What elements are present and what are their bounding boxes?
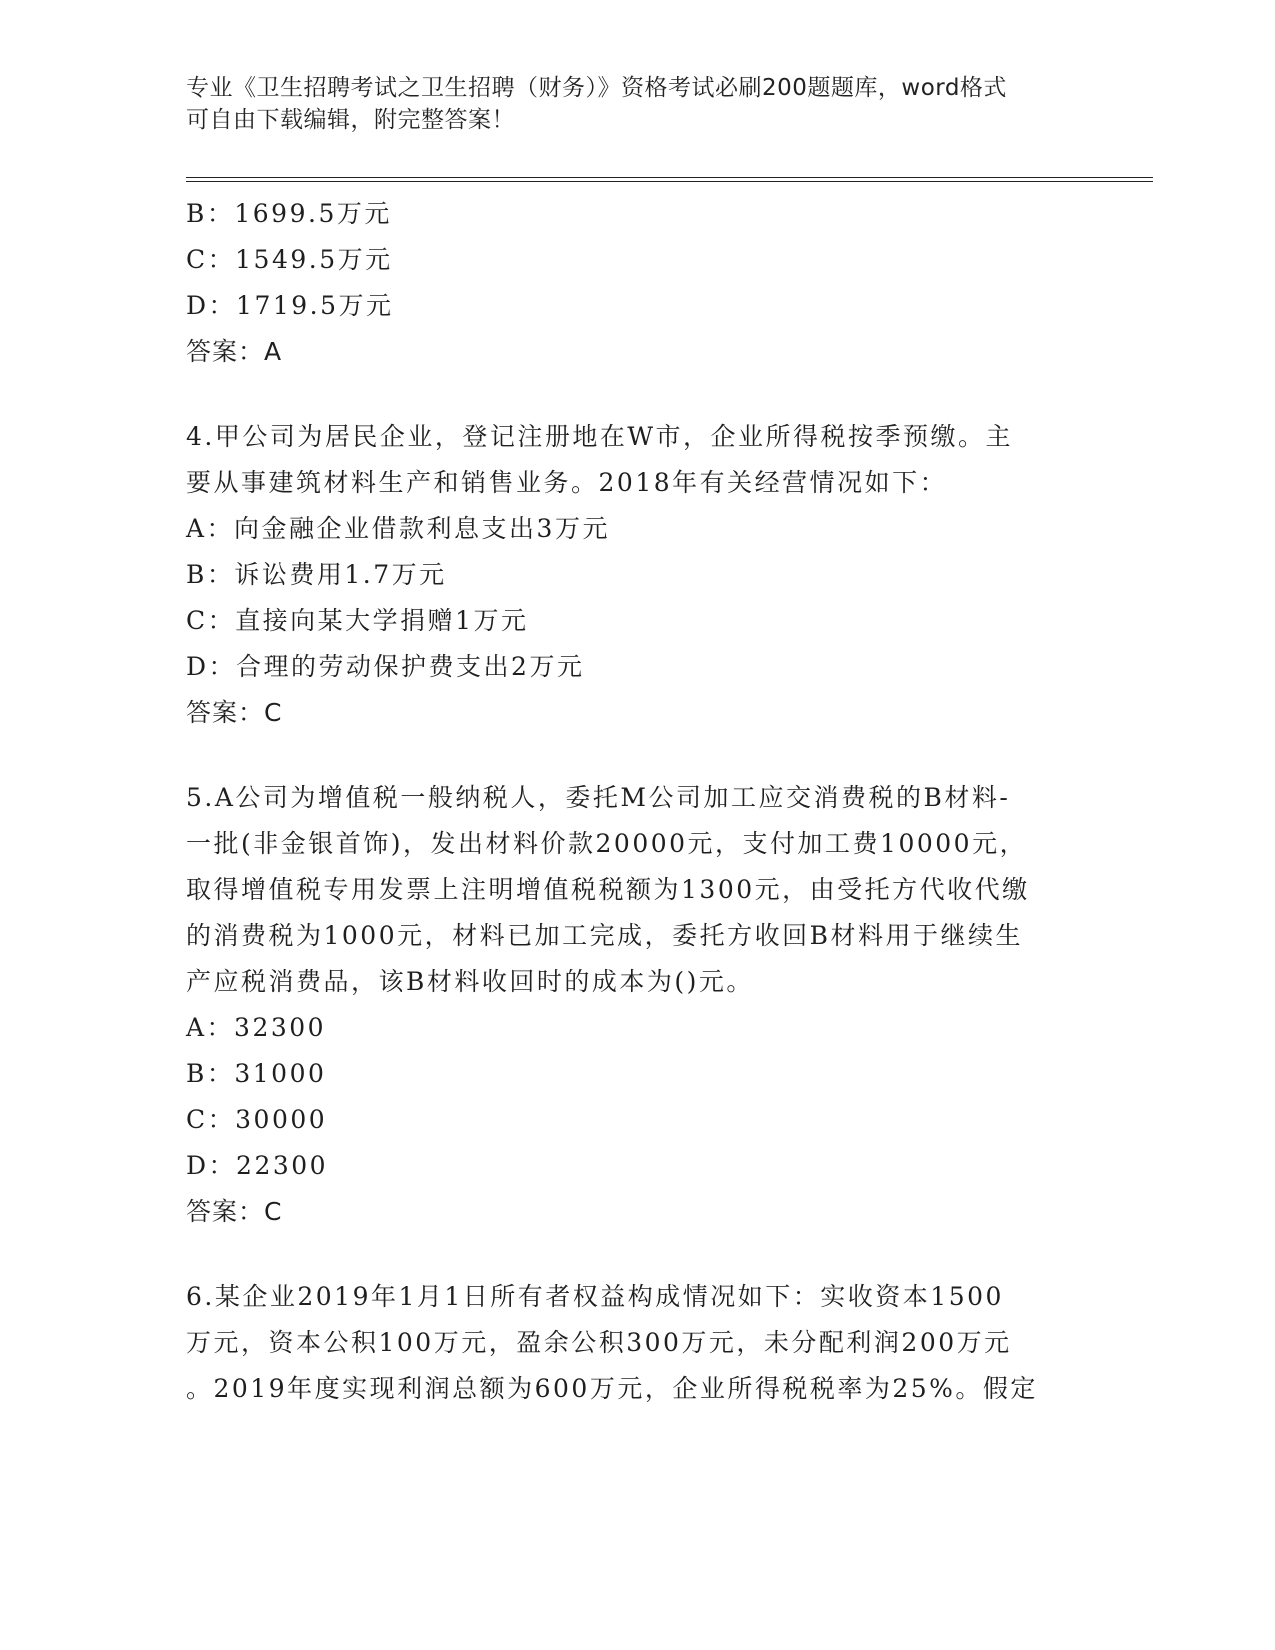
- question-spacer: [186, 375, 1086, 414]
- option-c: C：30000: [186, 1105, 328, 1134]
- question-3-tail: [186, 191, 1086, 375]
- option-d: D：合理的劳动保护费支出2万元: [186, 652, 585, 681]
- question-stem-line: 一批(非金银首饰)，发出材料价款20000元，支付加工费10000元，: [186, 829, 1028, 858]
- question-stem-line: 4.甲公司为居民企业，登记注册地在W市，企业所得税按季预缴。主: [186, 422, 1014, 451]
- question-stem-line: 5.A公司为增值税一般纳税人，委托M公司加工应交消费税的B材料-: [186, 783, 1011, 812]
- header-divider-bottom: [186, 181, 1153, 182]
- answer-line: 答案：C: [186, 1197, 283, 1226]
- question-spacer: [186, 736, 1086, 775]
- question-stem-line: 要从事建筑材料生产和销售业务。2018年有关经营情况如下：: [186, 468, 948, 497]
- question-stem-line: 的消费税为1000元，材料已加工完成，委托方收回B材料用于继续生: [186, 921, 1023, 950]
- option-b: B：1699.5万元: [186, 199, 392, 228]
- question-5: [186, 775, 1086, 1235]
- question-stem-line: 万元，资本公积100万元，盈余公积300万元，未分配利润200万元: [186, 1328, 1012, 1357]
- question-list: [186, 191, 1086, 1412]
- option-a: A：向金融企业借款利息支出3万元: [186, 514, 610, 543]
- option-c: C：1549.5万元: [186, 245, 393, 274]
- option-b: B：诉讼费用1.7万元: [186, 560, 447, 589]
- header-divider-top: [186, 177, 1153, 178]
- option-d: D：1719.5万元: [186, 291, 394, 320]
- question-stem-line: 产应税消费品，该B材料收回时的成本为()元。: [186, 967, 754, 996]
- question-6: [186, 1274, 1086, 1412]
- header-line-2: 可自由下载编辑，附完整答案！: [186, 107, 515, 133]
- option-c: C：直接向某大学捐赠1万元: [186, 606, 529, 635]
- question-4: [186, 414, 1086, 736]
- question-spacer: [186, 1235, 1086, 1274]
- answer-line: 答案：A: [186, 337, 283, 366]
- option-d: D：22300: [186, 1151, 329, 1180]
- question-stem-line: 。2019年度实现利润总额为600万元，企业所得税税率为25%。假定: [186, 1374, 1038, 1403]
- answer-line: 答案：C: [186, 698, 283, 727]
- option-a: A：32300: [186, 1013, 327, 1042]
- header-line-1: 专业《卫生招聘考试之卫生招聘（财务）》资格考试必刷200题题库，word格式: [186, 75, 1007, 101]
- document-header: [186, 72, 1066, 136]
- question-stem-line: 6.某企业2019年1月1日所有者权益构成情况如下：实收资本1500: [186, 1282, 1004, 1311]
- option-b: B：31000: [186, 1059, 327, 1088]
- question-stem-line: 取得增值税专用发票上注明增值税税额为1300元，由受托方代收代缴: [186, 875, 1030, 904]
